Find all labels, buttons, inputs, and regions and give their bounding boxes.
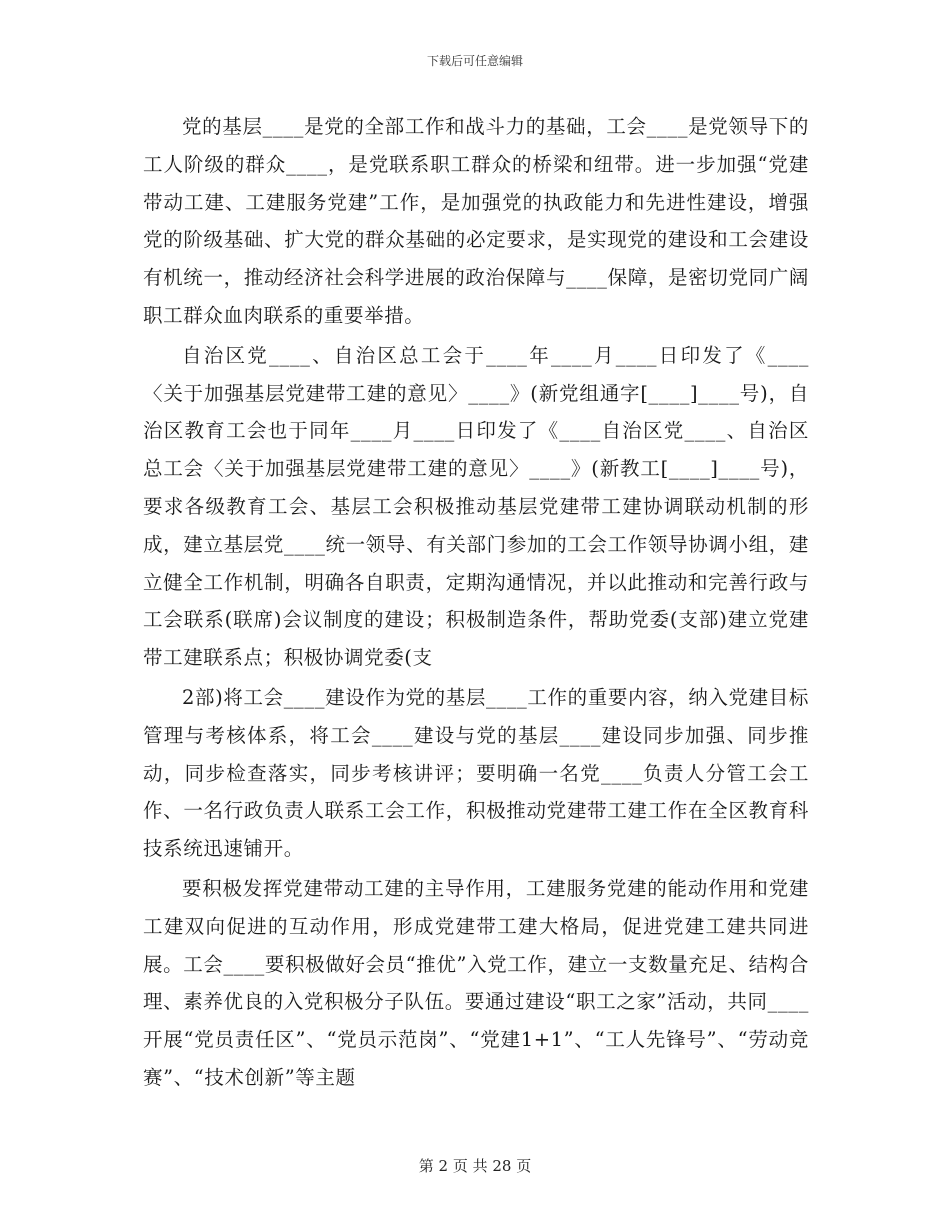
document-body [143, 108, 809, 1099]
paragraph-2: 自治区党____、自治区总工会于____年____月____日印发了《____〈关于加强基层党建带工建的意见〉____》(新党组通字[____]____号)，自治区教育工会也于同年____月____日印发了《____自治区党____、自治区总工会〈关于加强基层党建带工建的意见〉____》(新教工[____]____号)，要求各级教育工会、基层工会积极推动基层党建带工建协调联动机制的形成，建立基层党____统一领导、有关部门参加的工会工作领导协调小组，建立健全工作机制，明确各自职责，定期沟通情况，并以此推动和完善行政与工会联系(联席)会议制度的建设；积极制造条件，帮助党委(支部)建立党建带工建联系点；积极协调党委(支 [143, 343, 809, 670]
paragraph-4: 要积极发挥党建带动工建的主导作用，工建服务党建的能动作用和党建工建双向促进的互动作用，形成党建带工建大格局，促进党建工建共同进展。工会____要积极做好会员“推优”入党工作，建立一支数量充足、结构合理、素养优良的入党积极分子队伍。要通过建设“职工之家”活动，共同____开展“党员责任区”、“党员示范岗”、“党建1+1”、“工人先锋号”、“劳动竞赛”、“技术创新”等主题 [143, 876, 809, 1089]
page-header-note: 下载后可任意编辑 [426, 54, 523, 68]
paragraph-1: 党的基层____是党的全部工作和战斗力的基础，工会____是党领导下的工人阶级的群众____，是党联系职工群众的桥梁和纽带。进一步加强“党建带动工建、工建服务党建”工作，是加强党的执政能力和先进性建设，增强党的阶级基础、扩大党的群众基础的必定要求，是实现党的建设和工会建设有机统一，推动经济社会科学进展的政治保障与____保障，是密切党同广阔职工群众血肉联系的重要举措。 [143, 115, 809, 327]
paragraph-3: 2部)将工会____建设作为党的基层____工作的重要内容，纳入党建目标管理与考核体系，将工会____建设与党的基层____建设同步加强、同步推动，同步检查落实，同步考核讲评；要明确一名党____负责人分管工会工作、一名行政负责人联系工会工作，积极推动党建带工建工作在全区教育科技系统迅速铺开。 [143, 685, 809, 861]
page-number-footer: 第 2 页 共 28 页 [418, 1157, 532, 1175]
